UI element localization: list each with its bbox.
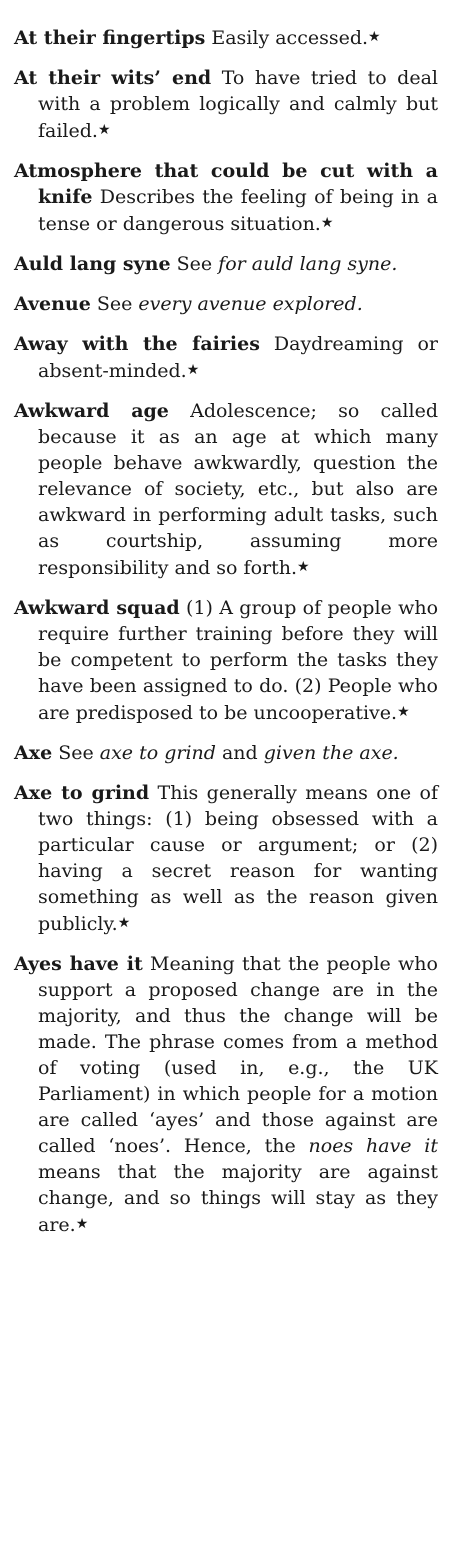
entry-headword: At their wits’ end	[14, 67, 212, 89]
entry-definition-text: To have tried to deal with a problem logically and calmly but failed.	[38, 67, 438, 142]
entry-headword: Atmosphere that could be cut with a knife	[14, 160, 438, 208]
entry-definition-text: means that the majority are against change, and so things will stay as they are.	[38, 1161, 438, 1236]
entry-headword: Ayes have it	[14, 953, 143, 975]
entry-definition-text: See	[58, 742, 100, 764]
entry-headword: Axe to grind	[14, 782, 150, 804]
dictionary-entry	[14, 291, 438, 317]
entry-definition-text: and	[215, 742, 264, 764]
dictionary-entry	[14, 65, 438, 144]
entry-cross-reference: noes have it	[308, 1135, 438, 1157]
entry-headword: At their fingertips	[14, 27, 206, 49]
entry-definition-text: This generally means one of two things: (1) being obsessed with a particular cause or argument; or (2) having a secret reason for wanting something as well as the reason given publicly.	[38, 782, 438, 935]
dictionary-entry	[14, 158, 438, 237]
star-marker: ★	[320, 215, 334, 231]
star-marker: ★	[186, 362, 200, 378]
star-marker: ★	[117, 915, 131, 931]
entry-cross-reference: given the axe.	[263, 742, 399, 764]
dictionary-entry	[14, 251, 438, 277]
dictionary-entry	[14, 951, 438, 1238]
star-marker: ★	[97, 122, 111, 138]
entry-headword: Awkward squad	[14, 597, 180, 619]
star-marker: ★	[397, 704, 410, 720]
dictionary-entry	[14, 398, 438, 581]
dictionary-entry	[14, 780, 438, 937]
entry-cross-reference: for auld lang syne.	[218, 253, 398, 275]
star-marker: ★	[297, 559, 310, 575]
entry-definition-text: Meaning that the people who support a proposed change are in the majority, and thus the change will be made. The phrase comes from a method of voting (used in, e.g., the UK Parliament) in which people for a motion are called ‘ayes’ and those against are called ‘noes’. Hence, the	[38, 953, 438, 1157]
entry-definition-text: See	[96, 293, 139, 315]
star-marker: ★	[75, 1216, 89, 1232]
dictionary-entry	[14, 740, 438, 766]
entry-cross-reference: every avenue explored.	[138, 293, 363, 315]
entry-definition-text: Describes the feeling of being in a tense or dangerous situation.	[38, 186, 438, 235]
entry-definition-text: Daydreaming or absent-minded.	[38, 333, 438, 382]
entry-headword: Auld lang syne	[14, 253, 171, 275]
dictionary-entry	[14, 24, 438, 51]
entry-definition-text: Easily accessed.	[211, 27, 369, 49]
dictionary-entry	[14, 331, 438, 384]
entry-definition-text: Adolescence; so called because it as an age at which many people behave awkwardly, question the relevance of society, etc., but also are awkward in performing adult tasks, such as courtship, assuming more responsibility and so forth.	[38, 400, 438, 579]
entry-headword: Awkward age	[14, 400, 169, 422]
star-marker: ★	[368, 29, 381, 45]
entry-headword: Avenue	[14, 293, 91, 315]
entry-headword: Away with the fairies	[14, 333, 260, 355]
entry-cross-reference: axe to grind	[99, 742, 216, 764]
entry-headword: Axe	[14, 742, 53, 764]
entry-definition-text: (1) A group of people who require further training before they will be competent to perform the tasks they have been assigned to do. (2) People who are predisposed to be uncooperative.	[38, 597, 439, 724]
entry-definition-text: See	[176, 253, 219, 275]
dictionary-page	[14, 24, 438, 1252]
dictionary-entry	[14, 595, 438, 726]
